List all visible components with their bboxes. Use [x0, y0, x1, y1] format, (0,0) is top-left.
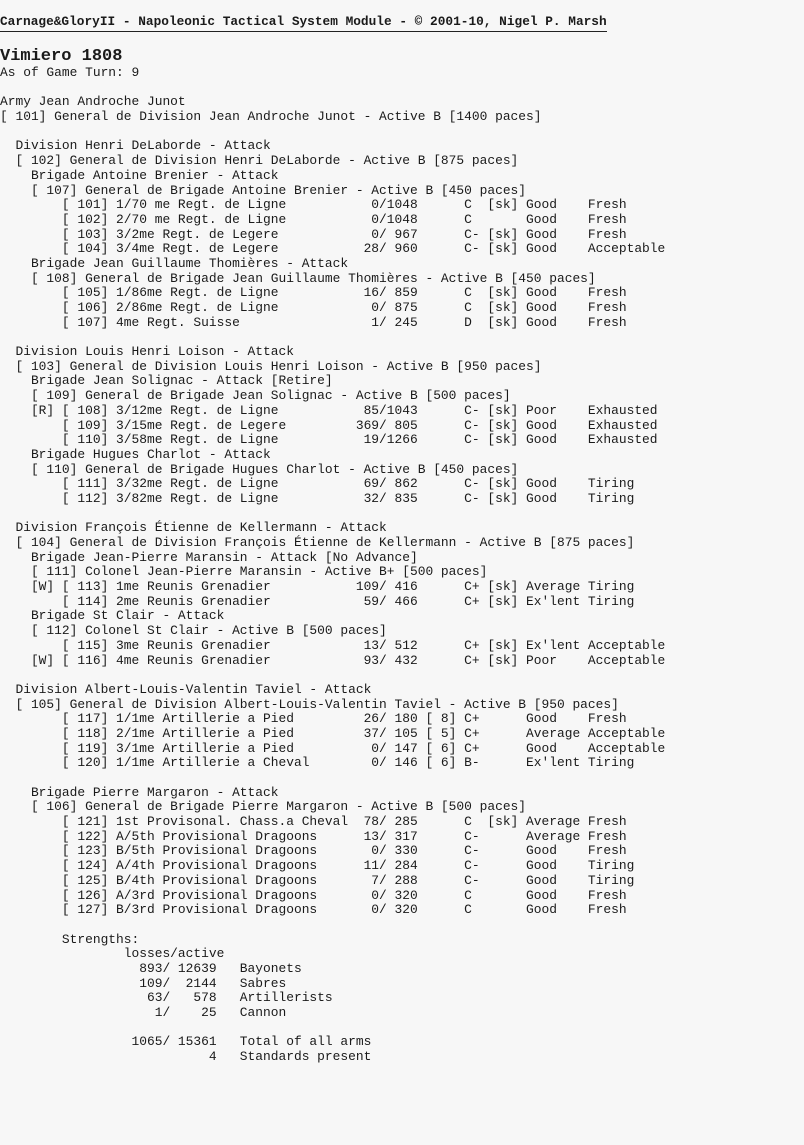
- battle-title: Vimiero 1808: [0, 47, 123, 66]
- report-line: [ 124] A/4th Provisional Dragoons 11/ 284 C- Good Tiring: [0, 858, 635, 874]
- module-header: Carnage&GloryII - Napoleonic Tactical System Module - © 2001-10, Nigel P. Marsh: [0, 14, 607, 32]
- report-line: [0, 668, 665, 683]
- report-line: [ 127] B/3rd Provisional Dragoons 0/ 320 C Good Fresh: [0, 902, 627, 918]
- report-line: [ 115] 3me Reunis Grenadier 13/ 512 C+ [sk] Ex'lent Acceptable: [0, 637, 666, 653]
- report-line: [ 103] General de Division Louis Henri Loison - Active B [950 paces]: [0, 358, 542, 374]
- report-line: [ 121] 1st Provisonal. Chass.a Cheval 78/ 285 C [sk] Average Fresh: [0, 814, 627, 830]
- report-line: [ 107] 4me Regt. Suisse 1/ 245 D [sk] Good Fresh: [0, 314, 627, 330]
- report-line: [ 101] General de Division Jean Androche Junot - Active B [1400 paces]: [0, 109, 542, 125]
- report-line: [ 102] 2/70 me Regt. de Ligne 0/1048 C Good Fresh: [0, 211, 627, 227]
- report-line: 109/ 2144 Sabres: [0, 975, 287, 991]
- report-line: As of Game Turn: 9: [0, 65, 140, 80]
- report-line: 4 Standards present: [0, 1049, 372, 1065]
- report-line: [W] [ 116] 4me Reunis Grenadier 93/ 432 C+ [sk] Poor Acceptable: [0, 652, 666, 668]
- report-line: [ 105] 1/86me Regt. de Ligne 16/ 859 C [sk] Good Fresh: [0, 285, 627, 301]
- report-line: [ 118] 2/1me Artillerie a Pied 37/ 105 [ 5] C+ Average Acceptable: [0, 725, 666, 741]
- report-line: [ 106] 2/86me Regt. de Ligne 0/ 875 C [sk] Good Fresh: [0, 300, 627, 315]
- report-line: Army Jean Androche Junot: [0, 94, 186, 110]
- report-line: [ 114] 2me Reunis Grenadier 59/ 466 C+ [sk] Ex'lent Tiring: [0, 593, 635, 609]
- report-line: [ 109] General de Brigade Jean Solignac - Active B [500 paces]: [0, 388, 511, 404]
- report-line: 63/ 578 Artillerists: [0, 990, 333, 1006]
- report-line: [ 108] General de Brigade Jean Guillaume Thomières - Active B [450 paces]: [0, 270, 596, 286]
- report-line: [ 102] General de Division Henri DeLaborde - Active B [875 paces]: [0, 153, 519, 169]
- report-line: [0, 771, 665, 786]
- report-line: [ 111] 3/32me Regt. de Ligne 69/ 862 C- [sk] Good Tiring: [0, 476, 635, 492]
- report-line: [ 104] 3/4me Regt. de Legere 28/ 960 C- [sk] Good Acceptable: [0, 241, 666, 257]
- report-line: [W] [ 113] 1me Reunis Grenadier 109/ 416 C+ [sk] Average Tiring: [0, 579, 635, 595]
- report-line: [ 106] General de Brigade Pierre Margaron - Active B [500 paces]: [0, 799, 527, 815]
- report-line: Division Henri DeLaborde - Attack: [0, 138, 271, 154]
- report-line: [0, 507, 665, 522]
- report-line: [ 105] General de Division Albert-Louis-Valentin Taviel - Active B [950 paces]: [0, 696, 619, 712]
- report-line: [ 125] B/4th Provisional Dragoons 7/ 288 C- Good Tiring: [0, 872, 635, 888]
- report-line: Division Albert-Louis-Valentin Taviel - Attack: [0, 681, 372, 697]
- report-line: Brigade St Clair - Attack: [0, 608, 225, 624]
- report-line: [ 104] General de Division François Étienne de Kellermann - Active B [875 paces]: [0, 535, 635, 550]
- report-line: [ 123] B/5th Provisional Dragoons 0/ 330 C- Good Fresh: [0, 843, 627, 859]
- report-line: [ 111] Colonel Jean-Pierre Maransin - Active B+ [500 paces]: [0, 564, 488, 580]
- report-line: 893/ 12639 Bayonets: [0, 960, 302, 976]
- report-line: Brigade Jean Solignac - Attack [Retire]: [0, 373, 333, 389]
- report-line: [0, 330, 665, 345]
- order-of-battle-report: [0, 66, 665, 1065]
- report-line: 1065/ 15361 Total of all arms: [0, 1034, 372, 1050]
- report-line: [0, 918, 665, 933]
- report-line: [R] [ 108] 3/12me Regt. de Ligne 85/1043 C- [sk] Poor Exhausted: [0, 402, 658, 418]
- report-line: [ 101] 1/70 me Regt. de Ligne 0/1048 C [sk] Good Fresh: [0, 197, 627, 213]
- report-line: [0, 1021, 665, 1036]
- report-line: Brigade Jean Guillaume Thomières - Attack: [0, 255, 349, 271]
- report-line: losses/active: [0, 946, 225, 962]
- report-line: [ 109] 3/15me Regt. de Legere 369/ 805 C- [sk] Good Exhausted: [0, 417, 658, 433]
- report-line: [ 110] 3/58me Regt. de Ligne 19/1266 C- [sk] Good Exhausted: [0, 432, 658, 448]
- report-line: [ 122] A/5th Provisional Dragoons 13/ 317 C- Average Fresh: [0, 828, 627, 844]
- report-line: [ 112] 3/82me Regt. de Ligne 32/ 835 C- [sk] Good Tiring: [0, 490, 635, 506]
- report-line: [ 117] 1/1me Artillerie a Pied 26/ 180 [ 8] C+ Good Fresh: [0, 711, 627, 727]
- report-line: [ 119] 3/1me Artillerie a Pied 0/ 147 [ 6] C+ Good Acceptable: [0, 740, 666, 756]
- report-line: Division Louis Henri Loison - Attack: [0, 344, 294, 360]
- report-line: [ 126] A/3rd Provisional Dragoons 0/ 320 C Good Fresh: [0, 887, 627, 903]
- report-line: Division François Étienne de Kellermann - Attack: [0, 520, 387, 536]
- report-line: Strengths:: [0, 931, 140, 947]
- report-line: [ 120] 1/1me Artillerie a Cheval 0/ 146 [ 6] B- Ex'lent Tiring: [0, 755, 635, 771]
- report-line: [ 110] General de Brigade Hugues Charlot - Active B [450 paces]: [0, 461, 519, 477]
- report-line: [ 107] General de Brigade Antoine Brenier - Active B [450 paces]: [0, 182, 527, 198]
- report-line: [ 103] 3/2me Regt. de Legere 0/ 967 C- [sk] Good Fresh: [0, 226, 627, 242]
- report-line: [0, 81, 665, 96]
- report-line: Brigade Hugues Charlot - Attack: [0, 446, 271, 462]
- report-line: Brigade Antoine Brenier - Attack: [0, 167, 279, 183]
- report-line: Brigade Jean-Pierre Maransin - Attack [No Advance]: [0, 549, 418, 565]
- report-line: [0, 125, 665, 140]
- report-line: 1/ 25 Cannon: [0, 1005, 287, 1020]
- report-line: [ 112] Colonel St Clair - Active B [500 paces]: [0, 623, 387, 639]
- report-line: Brigade Pierre Margaron - Attack: [0, 784, 279, 800]
